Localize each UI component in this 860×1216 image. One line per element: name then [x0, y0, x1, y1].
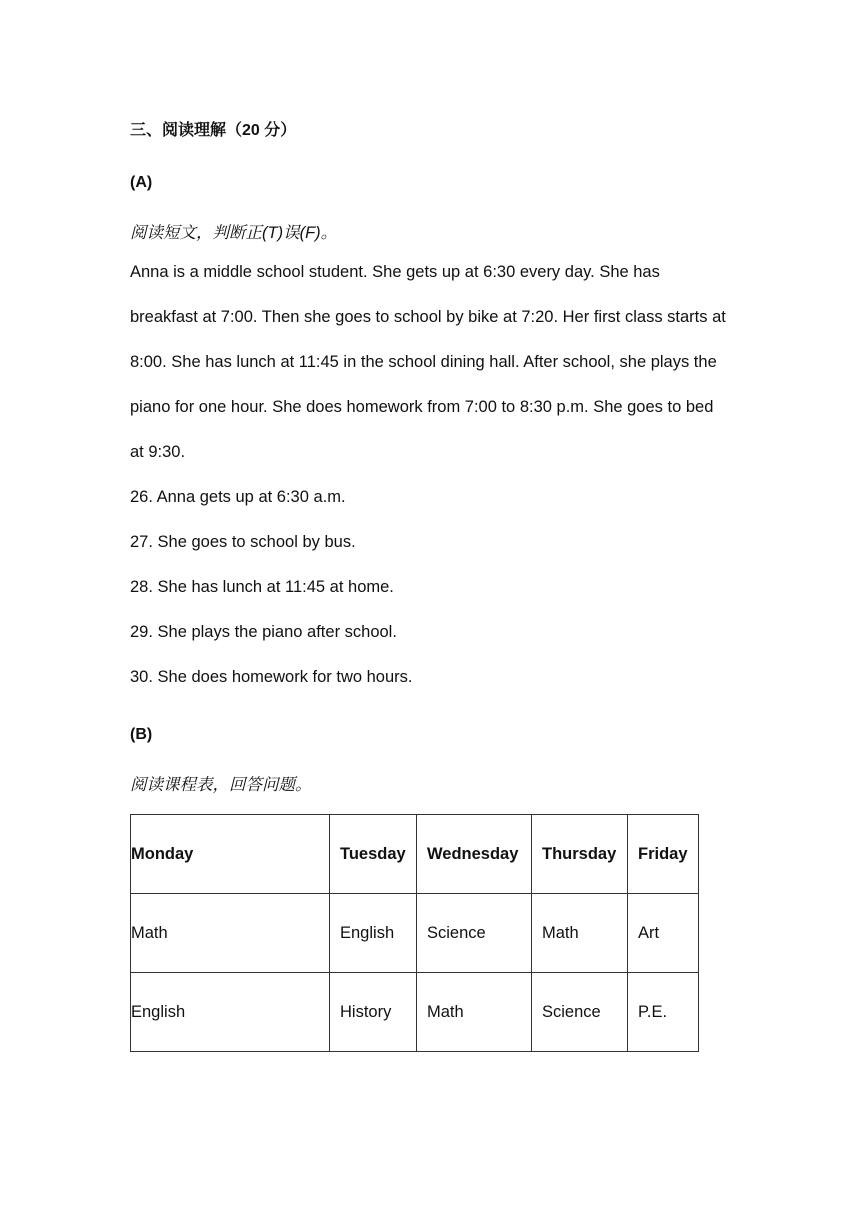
table-header-cell: Wednesday — [417, 815, 532, 894]
section-title: 三、阅读理解（20 分） — [130, 122, 297, 139]
table-cell: Art — [628, 894, 699, 973]
table-header-cell: Tuesday — [330, 815, 417, 894]
table-cell: Math — [417, 973, 532, 1052]
table-row — [131, 973, 699, 1052]
passage-line: at 9:30. — [130, 443, 186, 461]
passage-line: breakfast at 7:00. Then she goes to school by bike at 7:20. Her first class starts at — [130, 308, 726, 326]
passage-line: piano for one hour. She does homework from 7:00 to 8:30 p.m. She goes to bed — [130, 398, 714, 416]
table-cell: Math — [532, 894, 628, 973]
part-a-instruction: 阅读短文，判断正(T)误(F)。 — [130, 224, 338, 242]
table-cell: Science — [417, 894, 532, 973]
part-b-label: (B) — [130, 726, 153, 743]
table-header-cell: Friday — [628, 815, 699, 894]
question-item: 28. She has lunch at 11:45 at home. — [130, 578, 394, 596]
table-cell: Science — [532, 973, 628, 1052]
timetable — [130, 814, 699, 1052]
table-header-cell: Thursday — [532, 815, 628, 894]
passage-line: Anna is a middle school student. She gets up at 6:30 every day. She has — [130, 263, 660, 281]
question-item: 27. She goes to school by bus. — [130, 533, 356, 551]
table-cell: History — [330, 973, 417, 1052]
table-header-cell: Monday — [131, 815, 330, 894]
question-item: 29. She plays the piano after school. — [130, 623, 397, 641]
passage-line: 8:00. She has lunch at 11:45 in the school dining hall. After school, she plays the — [130, 353, 717, 371]
table-header-row — [131, 815, 699, 894]
table-cell: English — [330, 894, 417, 973]
table-cell: P.E. — [628, 973, 699, 1052]
question-item: 26. Anna gets up at 6:30 a.m. — [130, 488, 346, 506]
question-item: 30. She does homework for two hours. — [130, 668, 413, 686]
table-cell: English — [131, 973, 330, 1052]
table-row — [131, 894, 699, 973]
part-b-instruction: 阅读课程表，回答问题。 — [130, 776, 312, 794]
part-a-label: (A) — [130, 174, 153, 191]
table-cell: Math — [131, 894, 330, 973]
